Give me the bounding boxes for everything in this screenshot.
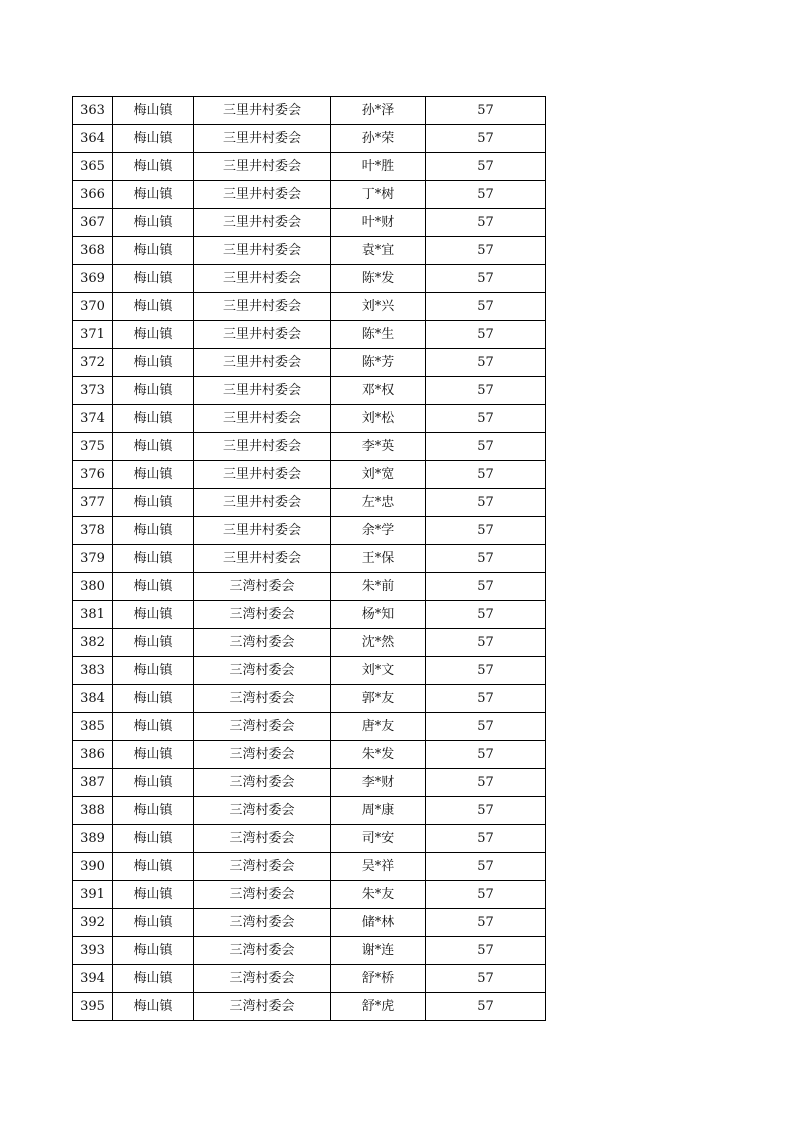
person-name-cell: 唐*友: [331, 713, 426, 741]
roster-body: [73, 97, 546, 1021]
village-committee-cell: 三里井村委会: [194, 209, 331, 237]
town-cell: 梅山镇: [113, 489, 194, 517]
table-row: [73, 965, 546, 993]
amount-cell: 57: [426, 349, 546, 377]
village-committee-cell: 三湾村委会: [194, 573, 331, 601]
table-row: [73, 713, 546, 741]
village-committee-cell: 三湾村委会: [194, 965, 331, 993]
row-number-cell: 373: [73, 377, 113, 405]
town-cell: 梅山镇: [113, 377, 194, 405]
amount-cell: 57: [426, 97, 546, 125]
amount-cell: 57: [426, 601, 546, 629]
town-cell: 梅山镇: [113, 853, 194, 881]
table-row: [73, 573, 546, 601]
row-number-cell: 394: [73, 965, 113, 993]
table-row: [73, 125, 546, 153]
town-cell: 梅山镇: [113, 797, 194, 825]
row-number-cell: 364: [73, 125, 113, 153]
table-row: [73, 97, 546, 125]
row-number-cell: 388: [73, 797, 113, 825]
village-committee-cell: 三湾村委会: [194, 685, 331, 713]
town-cell: 梅山镇: [113, 97, 194, 125]
amount-cell: 57: [426, 433, 546, 461]
village-committee-cell: 三湾村委会: [194, 825, 331, 853]
person-name-cell: 孙*荣: [331, 125, 426, 153]
town-cell: 梅山镇: [113, 965, 194, 993]
person-name-cell: 杨*知: [331, 601, 426, 629]
table-row: [73, 881, 546, 909]
person-name-cell: 刘*松: [331, 405, 426, 433]
town-cell: 梅山镇: [113, 125, 194, 153]
person-name-cell: 舒*虎: [331, 993, 426, 1021]
row-number-cell: 387: [73, 769, 113, 797]
amount-cell: 57: [426, 461, 546, 489]
person-name-cell: 谢*连: [331, 937, 426, 965]
amount-cell: 57: [426, 657, 546, 685]
town-cell: 梅山镇: [113, 713, 194, 741]
table-row: [73, 461, 546, 489]
town-cell: 梅山镇: [113, 769, 194, 797]
table-row: [73, 321, 546, 349]
person-name-cell: 刘*兴: [331, 293, 426, 321]
amount-cell: 57: [426, 237, 546, 265]
town-cell: 梅山镇: [113, 573, 194, 601]
town-cell: 梅山镇: [113, 685, 194, 713]
row-number-cell: 372: [73, 349, 113, 377]
amount-cell: 57: [426, 377, 546, 405]
table-row: [73, 153, 546, 181]
town-cell: 梅山镇: [113, 153, 194, 181]
row-number-cell: 386: [73, 741, 113, 769]
row-number-cell: 382: [73, 629, 113, 657]
town-cell: 梅山镇: [113, 881, 194, 909]
person-name-cell: 叶*财: [331, 209, 426, 237]
town-cell: 梅山镇: [113, 181, 194, 209]
amount-cell: 57: [426, 797, 546, 825]
village-committee-cell: 三湾村委会: [194, 601, 331, 629]
amount-cell: 57: [426, 881, 546, 909]
table-row: [73, 853, 546, 881]
village-committee-cell: 三里井村委会: [194, 433, 331, 461]
person-name-cell: 刘*文: [331, 657, 426, 685]
town-cell: 梅山镇: [113, 657, 194, 685]
town-cell: 梅山镇: [113, 461, 194, 489]
row-number-cell: 381: [73, 601, 113, 629]
person-name-cell: 叶*胜: [331, 153, 426, 181]
village-committee-cell: 三里井村委会: [194, 461, 331, 489]
village-committee-cell: 三湾村委会: [194, 937, 331, 965]
row-number-cell: 368: [73, 237, 113, 265]
village-committee-cell: 三里井村委会: [194, 125, 331, 153]
village-committee-cell: 三里井村委会: [194, 517, 331, 545]
person-name-cell: 沈*然: [331, 629, 426, 657]
amount-cell: 57: [426, 321, 546, 349]
amount-cell: 57: [426, 629, 546, 657]
row-number-cell: 376: [73, 461, 113, 489]
village-committee-cell: 三湾村委会: [194, 657, 331, 685]
row-number-cell: 380: [73, 573, 113, 601]
row-number-cell: 370: [73, 293, 113, 321]
row-number-cell: 389: [73, 825, 113, 853]
row-number-cell: 391: [73, 881, 113, 909]
person-name-cell: 周*康: [331, 797, 426, 825]
person-name-cell: 朱*前: [331, 573, 426, 601]
village-committee-cell: 三里井村委会: [194, 405, 331, 433]
amount-cell: 57: [426, 853, 546, 881]
row-number-cell: 383: [73, 657, 113, 685]
row-number-cell: 385: [73, 713, 113, 741]
town-cell: 梅山镇: [113, 321, 194, 349]
person-name-cell: 郭*友: [331, 685, 426, 713]
row-number-cell: 375: [73, 433, 113, 461]
village-committee-cell: 三湾村委会: [194, 909, 331, 937]
person-name-cell: 司*安: [331, 825, 426, 853]
table-row: [73, 433, 546, 461]
table-row: [73, 405, 546, 433]
amount-cell: 57: [426, 713, 546, 741]
row-number-cell: 393: [73, 937, 113, 965]
village-committee-cell: 三湾村委会: [194, 741, 331, 769]
town-cell: 梅山镇: [113, 545, 194, 573]
row-number-cell: 363: [73, 97, 113, 125]
village-committee-cell: 三湾村委会: [194, 853, 331, 881]
amount-cell: 57: [426, 825, 546, 853]
row-number-cell: 371: [73, 321, 113, 349]
table-row: [73, 545, 546, 573]
table-row: [73, 825, 546, 853]
village-committee-cell: 三里井村委会: [194, 349, 331, 377]
village-committee-cell: 三湾村委会: [194, 713, 331, 741]
table-row: [73, 657, 546, 685]
amount-cell: 57: [426, 965, 546, 993]
row-number-cell: 365: [73, 153, 113, 181]
table-row: [73, 349, 546, 377]
town-cell: 梅山镇: [113, 909, 194, 937]
person-name-cell: 舒*桥: [331, 965, 426, 993]
village-committee-cell: 三里井村委会: [194, 237, 331, 265]
town-cell: 梅山镇: [113, 405, 194, 433]
town-cell: 梅山镇: [113, 825, 194, 853]
person-name-cell: 陈*芳: [331, 349, 426, 377]
town-cell: 梅山镇: [113, 293, 194, 321]
village-committee-cell: 三里井村委会: [194, 265, 331, 293]
person-name-cell: 丁*树: [331, 181, 426, 209]
person-name-cell: 储*林: [331, 909, 426, 937]
table-row: [73, 797, 546, 825]
town-cell: 梅山镇: [113, 209, 194, 237]
town-cell: 梅山镇: [113, 265, 194, 293]
person-name-cell: 朱*发: [331, 741, 426, 769]
person-name-cell: 邓*权: [331, 377, 426, 405]
table-row: [73, 629, 546, 657]
row-number-cell: 395: [73, 993, 113, 1021]
village-committee-cell: 三湾村委会: [194, 881, 331, 909]
person-name-cell: 王*保: [331, 545, 426, 573]
table-row: [73, 489, 546, 517]
person-name-cell: 袁*宜: [331, 237, 426, 265]
village-committee-cell: 三湾村委会: [194, 993, 331, 1021]
village-committee-cell: 三湾村委会: [194, 629, 331, 657]
village-committee-cell: 三里井村委会: [194, 321, 331, 349]
village-committee-cell: 三里井村委会: [194, 545, 331, 573]
table-row: [73, 909, 546, 937]
town-cell: 梅山镇: [113, 237, 194, 265]
amount-cell: 57: [426, 517, 546, 545]
table-row: [73, 937, 546, 965]
roster-table: [72, 96, 546, 1021]
table-row: [73, 209, 546, 237]
table-row: [73, 293, 546, 321]
amount-cell: 57: [426, 545, 546, 573]
row-number-cell: 367: [73, 209, 113, 237]
town-cell: 梅山镇: [113, 993, 194, 1021]
amount-cell: 57: [426, 209, 546, 237]
table-row: [73, 685, 546, 713]
table-row: [73, 601, 546, 629]
amount-cell: 57: [426, 125, 546, 153]
town-cell: 梅山镇: [113, 937, 194, 965]
row-number-cell: 392: [73, 909, 113, 937]
table-row: [73, 769, 546, 797]
row-number-cell: 366: [73, 181, 113, 209]
village-committee-cell: 三里井村委会: [194, 293, 331, 321]
town-cell: 梅山镇: [113, 741, 194, 769]
amount-cell: 57: [426, 769, 546, 797]
person-name-cell: 吴*祥: [331, 853, 426, 881]
row-number-cell: 377: [73, 489, 113, 517]
amount-cell: 57: [426, 937, 546, 965]
table-row: [73, 741, 546, 769]
village-committee-cell: 三里井村委会: [194, 377, 331, 405]
person-name-cell: 左*忠: [331, 489, 426, 517]
person-name-cell: 朱*友: [331, 881, 426, 909]
amount-cell: 57: [426, 293, 546, 321]
amount-cell: 57: [426, 489, 546, 517]
village-committee-cell: 三里井村委会: [194, 153, 331, 181]
town-cell: 梅山镇: [113, 433, 194, 461]
table-row: [73, 993, 546, 1021]
amount-cell: 57: [426, 405, 546, 433]
town-cell: 梅山镇: [113, 601, 194, 629]
person-name-cell: 余*学: [331, 517, 426, 545]
amount-cell: 57: [426, 153, 546, 181]
town-cell: 梅山镇: [113, 629, 194, 657]
table-row: [73, 377, 546, 405]
table-row: [73, 517, 546, 545]
amount-cell: 57: [426, 181, 546, 209]
village-committee-cell: 三里井村委会: [194, 489, 331, 517]
person-name-cell: 李*财: [331, 769, 426, 797]
village-committee-cell: 三里井村委会: [194, 181, 331, 209]
amount-cell: 57: [426, 573, 546, 601]
person-name-cell: 刘*宽: [331, 461, 426, 489]
row-number-cell: 374: [73, 405, 113, 433]
table-row: [73, 265, 546, 293]
village-committee-cell: 三里井村委会: [194, 97, 331, 125]
row-number-cell: 378: [73, 517, 113, 545]
table-row: [73, 181, 546, 209]
person-name-cell: 陈*发: [331, 265, 426, 293]
row-number-cell: 369: [73, 265, 113, 293]
row-number-cell: 390: [73, 853, 113, 881]
table-row: [73, 237, 546, 265]
amount-cell: 57: [426, 685, 546, 713]
amount-cell: 57: [426, 265, 546, 293]
village-committee-cell: 三湾村委会: [194, 797, 331, 825]
person-name-cell: 陈*生: [331, 321, 426, 349]
amount-cell: 57: [426, 741, 546, 769]
town-cell: 梅山镇: [113, 517, 194, 545]
town-cell: 梅山镇: [113, 349, 194, 377]
amount-cell: 57: [426, 909, 546, 937]
person-name-cell: 李*英: [331, 433, 426, 461]
amount-cell: 57: [426, 993, 546, 1021]
person-name-cell: 孙*泽: [331, 97, 426, 125]
village-committee-cell: 三湾村委会: [194, 769, 331, 797]
row-number-cell: 384: [73, 685, 113, 713]
row-number-cell: 379: [73, 545, 113, 573]
